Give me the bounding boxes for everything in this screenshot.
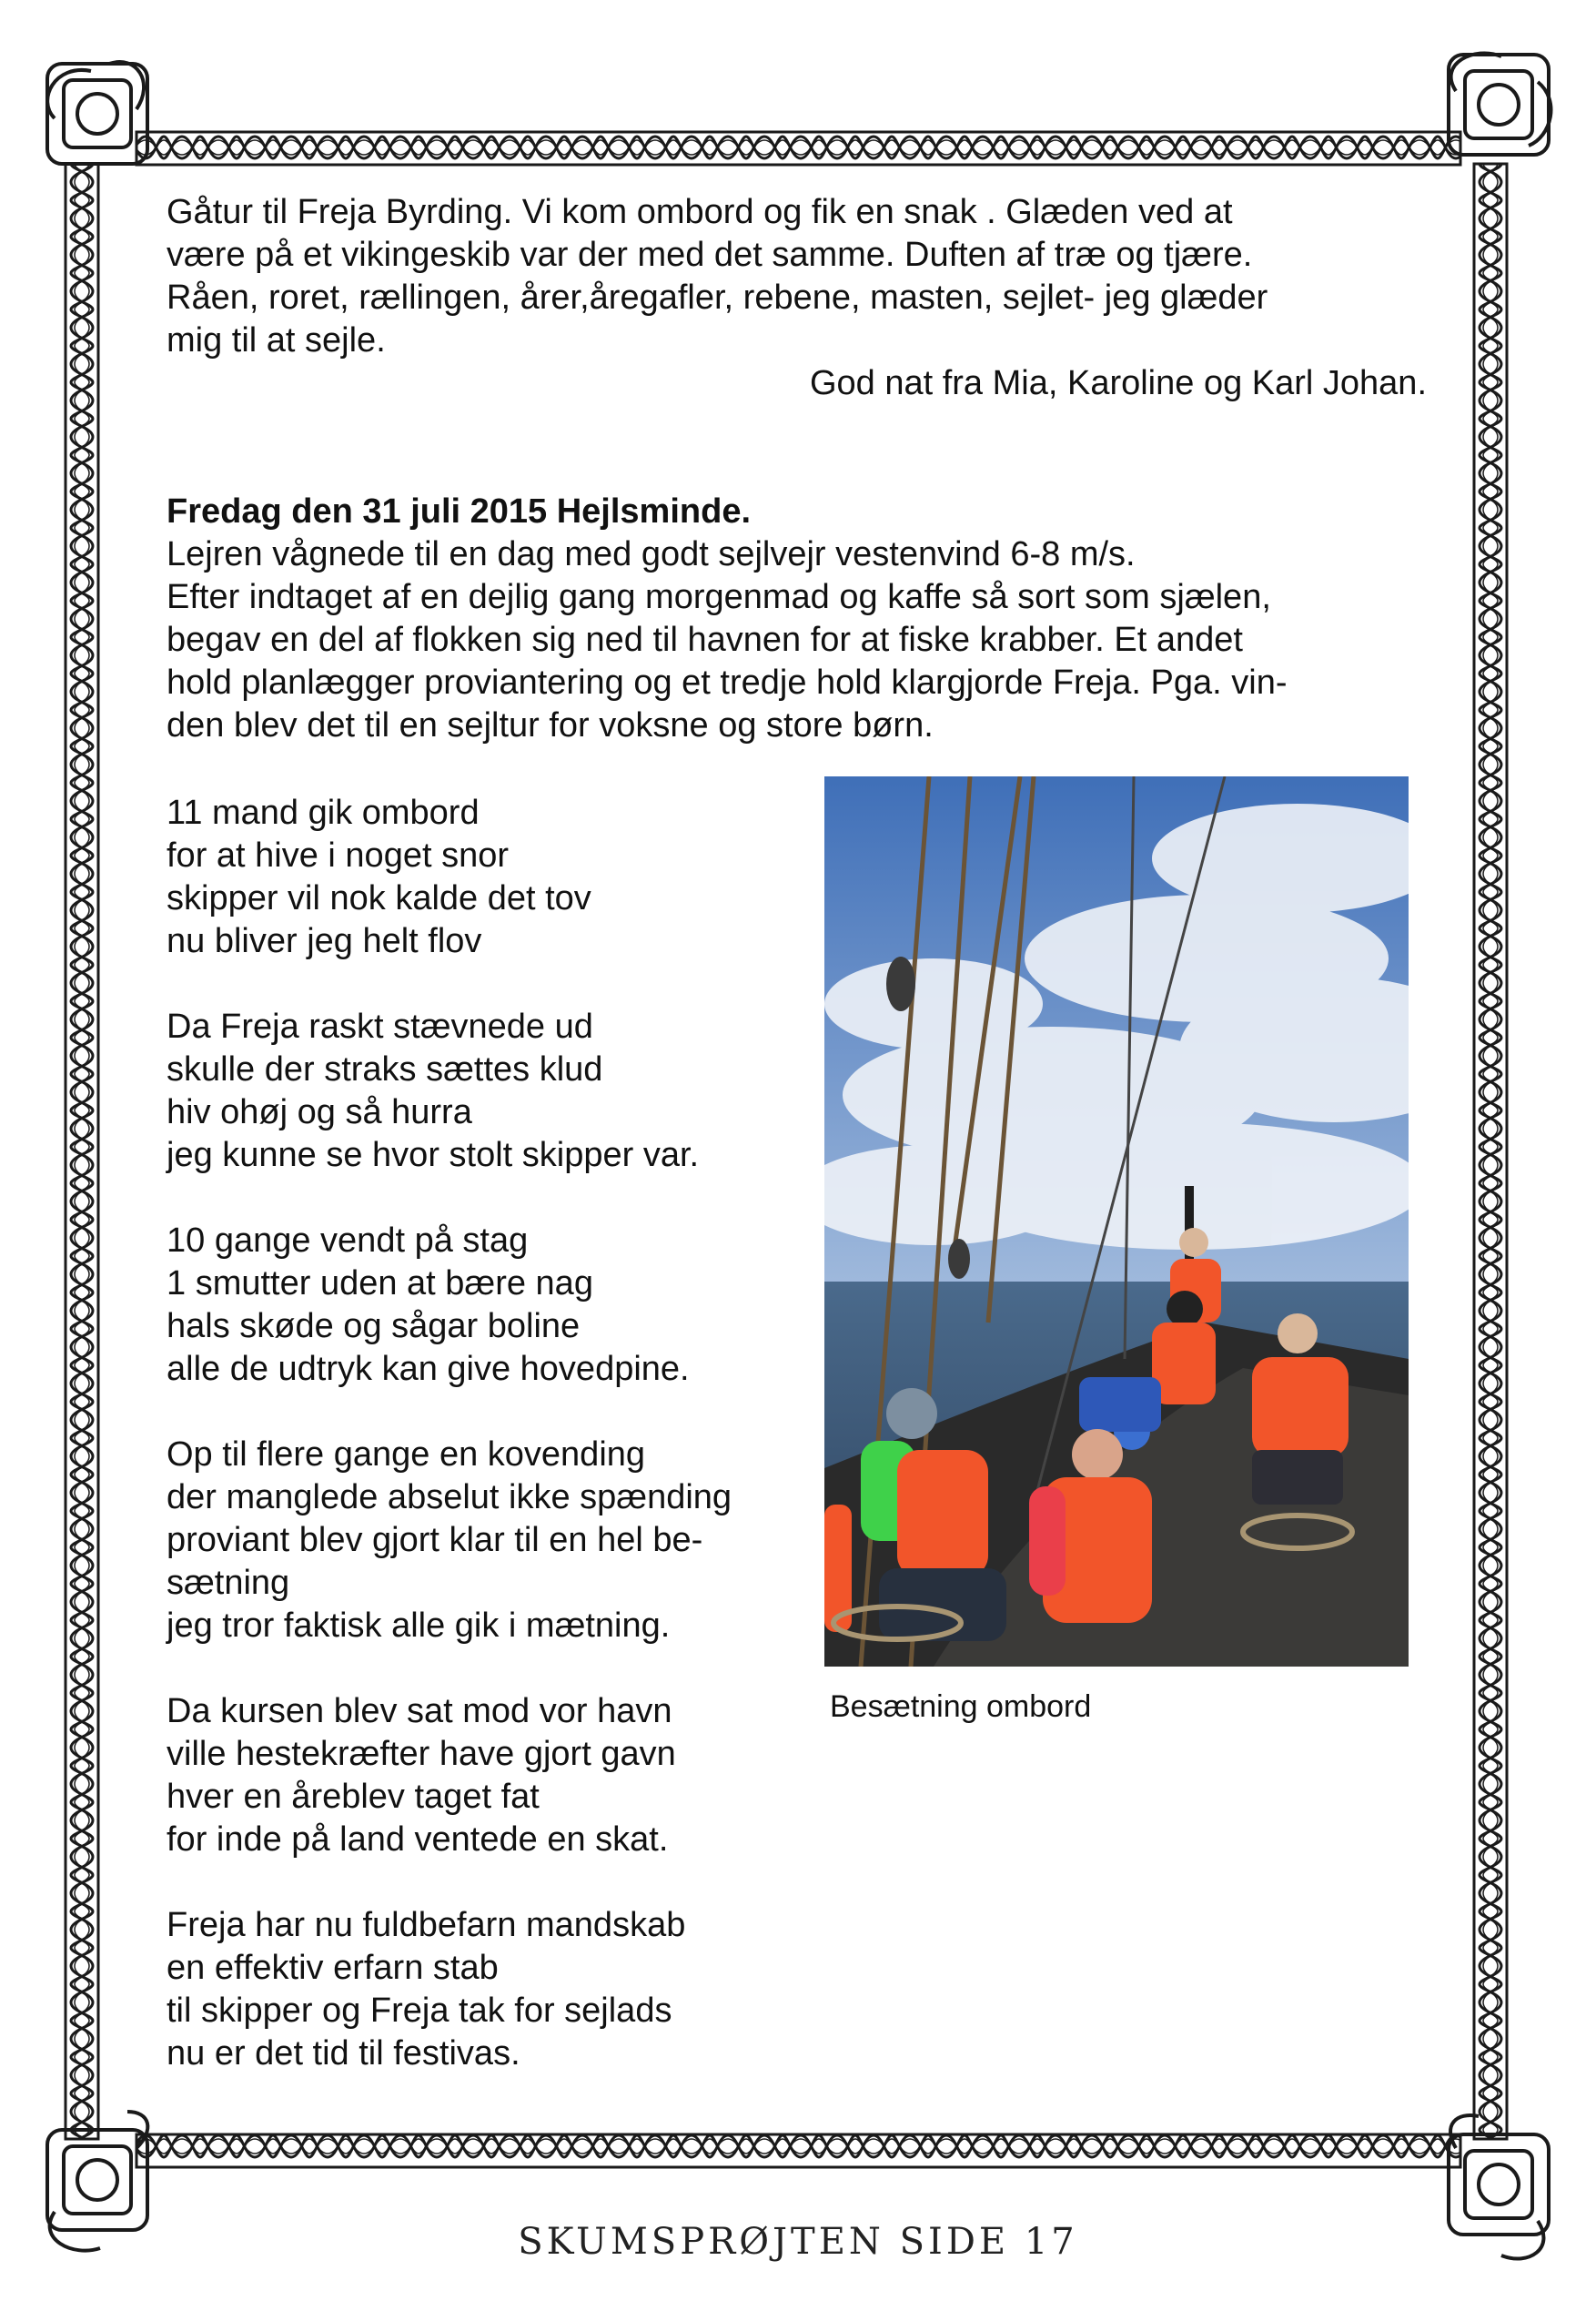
intro-paragraph xyxy=(167,191,1422,362)
poem xyxy=(167,792,803,2118)
poem-line: der manglede abselut ikke spænding xyxy=(167,1478,732,1516)
poem-line: skulle der straks sættes klud xyxy=(167,1050,603,1089)
poem-stanza xyxy=(167,1904,803,2075)
poem-line: alle de udtryk kan give hovedpine. xyxy=(167,1350,690,1388)
intro-line: Råen, roret, rællingen, årer,åregafler, rebene, masten, sejlet- jeg glæder xyxy=(167,279,1268,317)
poem-line: for inde på land ventede en skat. xyxy=(167,1820,669,1859)
page-footer: SKUMSPRØJTEN SIDE 17 xyxy=(518,2221,1078,2263)
section-heading: Fredag den 31 juli 2015 Hejlsminde. xyxy=(167,492,752,531)
poem-stanza xyxy=(167,792,803,963)
poem-line: jeg tror faktisk alle gik i mætning. xyxy=(167,1607,671,1645)
section-line: den blev det til en sejltur for voksne og store børn. xyxy=(167,706,934,745)
poem-line: Op til flere gange en kovending xyxy=(167,1435,646,1474)
signoff: God nat fra Mia, Karoline og Karl Johan. xyxy=(809,364,1427,402)
poem-line: for at hive i noget snor xyxy=(167,836,509,875)
poem-stanza xyxy=(167,1434,803,1647)
intro-line: mig til at sejle. xyxy=(167,321,386,360)
intro-line: være på et vikingeskib var der med det samme. Duften af træ og tjære. xyxy=(167,236,1253,274)
poem-line: 1 smutter uden at bære nag xyxy=(167,1264,593,1302)
poem-line: jeg kunne se hvor stolt skipper var. xyxy=(167,1136,700,1174)
poem-line: til skipper og Freja tak for sejlads xyxy=(167,1992,672,2030)
poem-line: sætning xyxy=(167,1564,290,1602)
poem-line: Freja har nu fuldbefarn mandskab xyxy=(167,1906,686,1944)
poem-line: ville hestekræfter have gjort gavn xyxy=(167,1735,676,1773)
photo-caption: Besætning ombord xyxy=(830,1689,1092,1724)
poem-line: 10 gange vendt på stag xyxy=(167,1221,529,1260)
poem-stanza xyxy=(167,1006,803,1177)
poem-line: Da Freja raskt stævnede ud xyxy=(167,1008,593,1046)
poem-line: nu er det tid til festivas. xyxy=(167,2034,520,2073)
section-line: Lejren vågnede til en dag med godt sejlvejr vestenvind 6-8 m/s. xyxy=(167,535,1136,573)
poem-line: Da kursen blev sat mod vor havn xyxy=(167,1692,672,1730)
poem-line: hiv ohøj og så hurra xyxy=(167,1093,472,1131)
section-line: Efter indtaget af en dejlig gang morgenmad og kaffe så sort som sjælen, xyxy=(167,578,1271,616)
poem-line: 11 mand gik ombord xyxy=(167,794,480,832)
poem-line: nu bliver jeg helt flov xyxy=(167,922,482,960)
section-body xyxy=(167,533,1422,747)
poem-line: skipper vil nok kalde det tov xyxy=(167,879,591,917)
poem-stanza xyxy=(167,1690,803,1861)
poem-line: en effektiv erfarn stab xyxy=(167,1949,499,1987)
section-line: begav en del af flokken sig ned til havnen for at fiske krabber. Et andet xyxy=(167,621,1243,659)
section-line: hold planlægger proviantering og et tredje hold klargjorde Freja. Pga. vin- xyxy=(167,664,1288,702)
poem-stanza xyxy=(167,1220,803,1391)
crew-photo xyxy=(824,776,1409,1667)
poem-line: hver en åreblev taget fat xyxy=(167,1778,540,1816)
intro-line: Gåtur til Freja Byrding. Vi kom ombord og fik en snak . Glæden ved at xyxy=(167,193,1233,231)
poem-line: hals skøde og sågar boline xyxy=(167,1307,581,1345)
poem-line: proviant blev gjort klar til en hel be- xyxy=(167,1521,703,1559)
